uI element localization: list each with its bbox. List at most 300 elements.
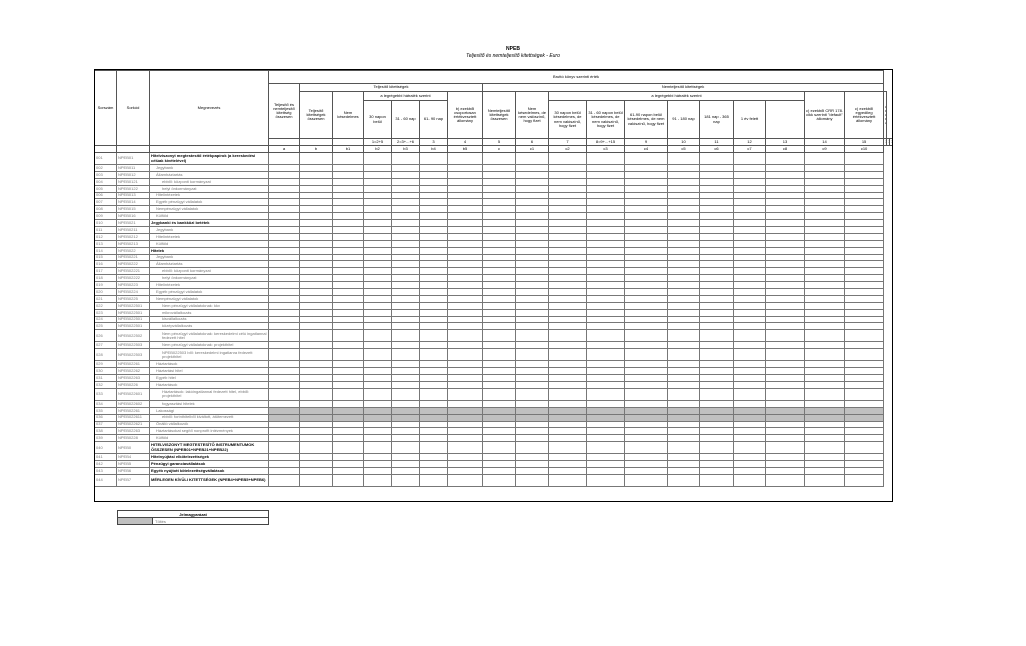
data-cell[interactable] (269, 442, 300, 454)
data-cell[interactable] (448, 185, 483, 192)
data-cell[interactable] (420, 254, 448, 261)
data-cell[interactable] (300, 435, 333, 442)
data-cell[interactable] (364, 361, 392, 368)
data-cell[interactable] (364, 206, 392, 213)
data-cell[interactable] (625, 381, 668, 388)
data-cell[interactable] (668, 421, 700, 428)
data-cell[interactable] (448, 454, 483, 461)
data-cell[interactable] (483, 254, 516, 261)
data-cell[interactable] (549, 442, 587, 454)
data-cell[interactable] (483, 330, 516, 342)
data-cell[interactable] (392, 295, 420, 302)
data-cell[interactable] (734, 309, 766, 316)
data-cell[interactable] (625, 349, 668, 361)
data-cell[interactable] (845, 295, 884, 302)
data-cell[interactable] (668, 247, 700, 254)
data-cell[interactable] (420, 414, 448, 421)
data-cell[interactable] (333, 375, 364, 382)
data-cell[interactable] (700, 302, 734, 309)
data-cell[interactable] (587, 388, 625, 400)
data-cell[interactable] (269, 414, 300, 421)
data-cell[interactable] (364, 289, 392, 296)
data-cell[interactable] (483, 247, 516, 254)
data-cell[interactable] (448, 220, 483, 227)
data-cell[interactable] (269, 261, 300, 268)
data-cell[interactable] (269, 323, 300, 330)
data-cell[interactable] (549, 199, 587, 206)
data-cell[interactable] (448, 227, 483, 234)
data-cell[interactable] (392, 349, 420, 361)
data-cell[interactable] (364, 254, 392, 261)
data-cell[interactable] (516, 388, 549, 400)
data-cell[interactable] (766, 295, 805, 302)
data-cell[interactable] (364, 309, 392, 316)
data-cell[interactable] (300, 302, 333, 309)
data-cell[interactable] (766, 454, 805, 461)
data-cell[interactable] (448, 233, 483, 240)
data-cell[interactable] (392, 467, 420, 474)
data-cell[interactable] (448, 295, 483, 302)
data-cell[interactable] (766, 220, 805, 227)
data-cell[interactable] (300, 461, 333, 468)
data-cell[interactable] (333, 261, 364, 268)
data-cell[interactable] (845, 309, 884, 316)
data-cell[interactable] (700, 375, 734, 382)
data-cell[interactable] (364, 375, 392, 382)
data-cell[interactable] (668, 227, 700, 234)
data-cell[interactable] (587, 220, 625, 227)
data-cell[interactable] (448, 414, 483, 421)
data-cell[interactable] (700, 414, 734, 421)
data-cell[interactable] (587, 282, 625, 289)
data-cell[interactable] (766, 474, 805, 486)
data-cell[interactable] (700, 213, 734, 220)
data-cell[interactable] (420, 454, 448, 461)
data-cell[interactable] (516, 171, 549, 178)
data-cell[interactable] (845, 428, 884, 435)
data-cell[interactable] (766, 388, 805, 400)
data-cell[interactable] (700, 240, 734, 247)
data-cell[interactable] (625, 454, 668, 461)
data-cell[interactable] (483, 295, 516, 302)
data-cell[interactable] (333, 268, 364, 275)
data-cell[interactable] (300, 295, 333, 302)
data-cell[interactable] (625, 227, 668, 234)
data-cell[interactable] (269, 349, 300, 361)
data-cell[interactable] (448, 261, 483, 268)
data-cell[interactable] (805, 254, 845, 261)
data-cell[interactable] (700, 220, 734, 227)
data-cell[interactable] (300, 227, 333, 234)
data-cell[interactable] (364, 421, 392, 428)
data-cell[interactable] (483, 435, 516, 442)
data-cell[interactable] (364, 268, 392, 275)
data-cell[interactable] (483, 375, 516, 382)
data-cell[interactable] (420, 375, 448, 382)
data-cell[interactable] (734, 206, 766, 213)
data-cell[interactable] (333, 323, 364, 330)
data-cell[interactable] (549, 254, 587, 261)
data-cell[interactable] (448, 474, 483, 486)
data-cell[interactable] (625, 323, 668, 330)
data-cell[interactable] (625, 213, 668, 220)
data-cell[interactable] (587, 414, 625, 421)
data-cell[interactable] (300, 421, 333, 428)
data-cell[interactable] (668, 153, 700, 165)
data-cell[interactable] (420, 282, 448, 289)
data-cell[interactable] (587, 474, 625, 486)
data-cell[interactable] (668, 474, 700, 486)
data-cell[interactable] (420, 349, 448, 361)
data-cell[interactable] (668, 302, 700, 309)
data-cell[interactable] (269, 268, 300, 275)
data-cell[interactable] (734, 407, 766, 414)
data-cell[interactable] (483, 302, 516, 309)
data-cell[interactable] (668, 407, 700, 414)
data-cell[interactable] (364, 435, 392, 442)
data-cell[interactable] (668, 381, 700, 388)
data-cell[interactable] (668, 361, 700, 368)
data-cell[interactable] (766, 421, 805, 428)
data-cell[interactable] (734, 368, 766, 375)
data-cell[interactable] (700, 381, 734, 388)
data-cell[interactable] (805, 474, 845, 486)
data-cell[interactable] (625, 375, 668, 382)
data-cell[interactable] (700, 323, 734, 330)
data-cell[interactable] (805, 368, 845, 375)
data-cell[interactable] (845, 467, 884, 474)
data-cell[interactable] (668, 261, 700, 268)
data-cell[interactable] (364, 400, 392, 407)
data-cell[interactable] (333, 233, 364, 240)
data-cell[interactable] (448, 302, 483, 309)
data-cell[interactable] (587, 342, 625, 349)
data-cell[interactable] (587, 375, 625, 382)
data-cell[interactable] (420, 316, 448, 323)
data-cell[interactable] (420, 388, 448, 400)
data-cell[interactable] (333, 165, 364, 172)
data-cell[interactable] (392, 342, 420, 349)
data-cell[interactable] (300, 185, 333, 192)
data-cell[interactable] (700, 435, 734, 442)
data-cell[interactable] (549, 268, 587, 275)
data-cell[interactable] (700, 467, 734, 474)
data-cell[interactable] (668, 316, 700, 323)
data-cell[interactable] (516, 185, 549, 192)
data-cell[interactable] (269, 407, 300, 414)
data-cell[interactable] (364, 282, 392, 289)
data-cell[interactable] (700, 428, 734, 435)
data-cell[interactable] (587, 247, 625, 254)
data-cell[interactable] (805, 153, 845, 165)
data-cell[interactable] (766, 247, 805, 254)
data-cell[interactable] (269, 247, 300, 254)
data-cell[interactable] (625, 428, 668, 435)
data-cell[interactable] (625, 268, 668, 275)
data-cell[interactable] (516, 330, 549, 342)
data-cell[interactable] (516, 275, 549, 282)
data-cell[interactable] (420, 428, 448, 435)
data-cell[interactable] (392, 254, 420, 261)
data-cell[interactable] (392, 199, 420, 206)
data-cell[interactable] (587, 435, 625, 442)
data-cell[interactable] (269, 192, 300, 199)
data-cell[interactable] (766, 342, 805, 349)
data-cell[interactable] (483, 381, 516, 388)
data-cell[interactable] (300, 213, 333, 220)
data-cell[interactable] (766, 185, 805, 192)
data-cell[interactable] (734, 330, 766, 342)
data-cell[interactable] (734, 400, 766, 407)
data-cell[interactable] (448, 254, 483, 261)
data-cell[interactable] (625, 467, 668, 474)
data-cell[interactable] (420, 213, 448, 220)
data-cell[interactable] (549, 247, 587, 254)
data-cell[interactable] (420, 206, 448, 213)
data-cell[interactable] (766, 153, 805, 165)
data-cell[interactable] (516, 342, 549, 349)
data-cell[interactable] (300, 467, 333, 474)
data-cell[interactable] (587, 428, 625, 435)
data-cell[interactable] (516, 282, 549, 289)
data-cell[interactable] (668, 206, 700, 213)
data-cell[interactable] (516, 295, 549, 302)
data-cell[interactable] (516, 435, 549, 442)
data-cell[interactable] (516, 400, 549, 407)
data-cell[interactable] (734, 247, 766, 254)
data-cell[interactable] (269, 220, 300, 227)
data-cell[interactable] (483, 275, 516, 282)
data-cell[interactable] (845, 240, 884, 247)
data-cell[interactable] (333, 330, 364, 342)
data-cell[interactable] (392, 282, 420, 289)
data-cell[interactable] (587, 165, 625, 172)
data-cell[interactable] (364, 407, 392, 414)
data-cell[interactable] (333, 247, 364, 254)
data-cell[interactable] (625, 361, 668, 368)
data-cell[interactable] (300, 240, 333, 247)
data-cell[interactable] (805, 282, 845, 289)
data-cell[interactable] (845, 153, 884, 165)
data-cell[interactable] (392, 289, 420, 296)
data-cell[interactable] (483, 206, 516, 213)
data-cell[interactable] (392, 220, 420, 227)
data-cell[interactable] (333, 302, 364, 309)
data-cell[interactable] (333, 428, 364, 435)
data-cell[interactable] (549, 388, 587, 400)
data-cell[interactable] (516, 381, 549, 388)
data-cell[interactable] (420, 261, 448, 268)
data-cell[interactable] (805, 467, 845, 474)
data-cell[interactable] (805, 227, 845, 234)
data-cell[interactable] (483, 388, 516, 400)
data-cell[interactable] (420, 442, 448, 454)
data-cell[interactable] (516, 407, 549, 414)
data-cell[interactable] (805, 295, 845, 302)
data-cell[interactable] (420, 171, 448, 178)
data-cell[interactable] (364, 342, 392, 349)
data-cell[interactable] (587, 153, 625, 165)
data-cell[interactable] (420, 275, 448, 282)
data-cell[interactable] (734, 275, 766, 282)
data-cell[interactable] (805, 289, 845, 296)
data-cell[interactable] (364, 220, 392, 227)
data-cell[interactable] (766, 428, 805, 435)
data-cell[interactable] (448, 199, 483, 206)
data-cell[interactable] (668, 233, 700, 240)
data-cell[interactable] (700, 185, 734, 192)
data-cell[interactable] (483, 428, 516, 435)
data-cell[interactable] (845, 192, 884, 199)
data-cell[interactable] (333, 185, 364, 192)
data-cell[interactable] (549, 261, 587, 268)
data-cell[interactable] (625, 254, 668, 261)
data-cell[interactable] (392, 375, 420, 382)
data-cell[interactable] (448, 421, 483, 428)
data-cell[interactable] (448, 171, 483, 178)
data-cell[interactable] (805, 316, 845, 323)
data-cell[interactable] (845, 220, 884, 227)
data-cell[interactable] (448, 330, 483, 342)
data-cell[interactable] (549, 289, 587, 296)
data-cell[interactable] (420, 227, 448, 234)
data-cell[interactable] (269, 361, 300, 368)
data-cell[interactable] (516, 153, 549, 165)
data-cell[interactable] (549, 421, 587, 428)
data-cell[interactable] (333, 171, 364, 178)
data-cell[interactable] (483, 400, 516, 407)
data-cell[interactable] (625, 220, 668, 227)
data-cell[interactable] (766, 289, 805, 296)
data-cell[interactable] (625, 442, 668, 454)
data-cell[interactable] (549, 165, 587, 172)
data-cell[interactable] (668, 454, 700, 461)
data-cell[interactable] (483, 227, 516, 234)
data-cell[interactable] (333, 368, 364, 375)
data-cell[interactable] (587, 289, 625, 296)
data-cell[interactable] (333, 461, 364, 468)
data-cell[interactable] (766, 349, 805, 361)
data-cell[interactable] (845, 275, 884, 282)
data-cell[interactable] (700, 254, 734, 261)
data-cell[interactable] (269, 153, 300, 165)
data-cell[interactable] (734, 302, 766, 309)
data-cell[interactable] (766, 302, 805, 309)
data-cell[interactable] (805, 261, 845, 268)
data-cell[interactable] (448, 400, 483, 407)
data-cell[interactable] (333, 282, 364, 289)
data-cell[interactable] (845, 261, 884, 268)
data-cell[interactable] (448, 342, 483, 349)
data-cell[interactable] (300, 381, 333, 388)
data-cell[interactable] (269, 368, 300, 375)
data-cell[interactable] (587, 368, 625, 375)
data-cell[interactable] (700, 165, 734, 172)
data-cell[interactable] (766, 368, 805, 375)
data-cell[interactable] (549, 220, 587, 227)
data-cell[interactable] (516, 165, 549, 172)
data-cell[interactable] (766, 171, 805, 178)
data-cell[interactable] (448, 388, 483, 400)
data-cell[interactable] (364, 454, 392, 461)
data-cell[interactable] (269, 289, 300, 296)
data-cell[interactable] (333, 361, 364, 368)
data-cell[interactable] (300, 330, 333, 342)
data-cell[interactable] (805, 302, 845, 309)
data-cell[interactable] (448, 407, 483, 414)
data-cell[interactable] (587, 171, 625, 178)
data-cell[interactable] (549, 316, 587, 323)
data-cell[interactable] (845, 171, 884, 178)
data-cell[interactable] (625, 435, 668, 442)
data-cell[interactable] (392, 316, 420, 323)
data-cell[interactable] (448, 467, 483, 474)
data-cell[interactable] (549, 400, 587, 407)
data-cell[interactable] (420, 178, 448, 185)
data-cell[interactable] (700, 309, 734, 316)
data-cell[interactable] (300, 282, 333, 289)
data-cell[interactable] (766, 233, 805, 240)
data-cell[interactable] (845, 421, 884, 428)
data-cell[interactable] (483, 349, 516, 361)
data-cell[interactable] (805, 400, 845, 407)
data-cell[interactable] (734, 289, 766, 296)
data-cell[interactable] (364, 213, 392, 220)
data-cell[interactable] (700, 192, 734, 199)
data-cell[interactable] (549, 368, 587, 375)
data-cell[interactable] (587, 467, 625, 474)
data-cell[interactable] (333, 153, 364, 165)
data-cell[interactable] (549, 435, 587, 442)
data-cell[interactable] (300, 316, 333, 323)
data-cell[interactable] (364, 323, 392, 330)
data-cell[interactable] (516, 261, 549, 268)
data-cell[interactable] (300, 442, 333, 454)
data-cell[interactable] (549, 330, 587, 342)
data-cell[interactable] (734, 461, 766, 468)
data-cell[interactable] (420, 461, 448, 468)
data-cell[interactable] (300, 261, 333, 268)
data-cell[interactable] (766, 467, 805, 474)
data-cell[interactable] (333, 342, 364, 349)
data-cell[interactable] (448, 247, 483, 254)
data-cell[interactable] (483, 185, 516, 192)
data-cell[interactable] (269, 165, 300, 172)
data-cell[interactable] (448, 349, 483, 361)
data-cell[interactable] (549, 213, 587, 220)
data-cell[interactable] (625, 421, 668, 428)
data-cell[interactable] (845, 302, 884, 309)
data-cell[interactable] (625, 185, 668, 192)
data-cell[interactable] (392, 407, 420, 414)
data-cell[interactable] (625, 261, 668, 268)
data-cell[interactable] (516, 247, 549, 254)
data-cell[interactable] (364, 295, 392, 302)
data-cell[interactable] (516, 233, 549, 240)
data-cell[interactable] (300, 400, 333, 407)
data-cell[interactable] (845, 227, 884, 234)
data-cell[interactable] (300, 254, 333, 261)
data-cell[interactable] (364, 474, 392, 486)
data-cell[interactable] (766, 323, 805, 330)
data-cell[interactable] (549, 414, 587, 421)
data-cell[interactable] (734, 421, 766, 428)
data-cell[interactable] (549, 454, 587, 461)
data-cell[interactable] (300, 275, 333, 282)
data-cell[interactable] (333, 295, 364, 302)
data-cell[interactable] (700, 330, 734, 342)
data-cell[interactable] (625, 461, 668, 468)
